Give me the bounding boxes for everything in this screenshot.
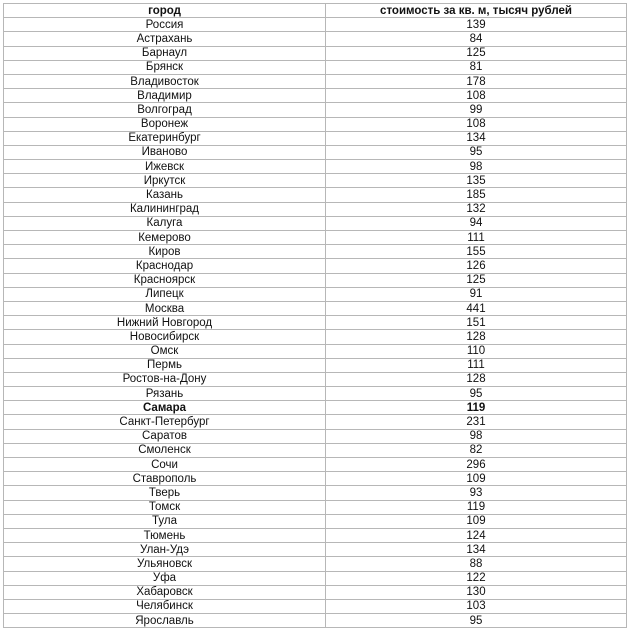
table-row xyxy=(4,415,627,429)
price-cell[interactable]: 155 xyxy=(326,245,627,259)
price-cell[interactable]: 151 xyxy=(326,316,627,330)
table-row xyxy=(4,429,627,443)
city-cell[interactable]: Тюмень xyxy=(4,528,326,542)
table-row xyxy=(4,174,627,188)
city-cell[interactable]: Липецк xyxy=(4,287,326,301)
price-cell[interactable]: 441 xyxy=(326,301,627,315)
city-cell[interactable]: Астрахань xyxy=(4,32,326,46)
table-row xyxy=(4,259,627,273)
price-cell[interactable]: 95 xyxy=(326,387,627,401)
price-cell[interactable]: 108 xyxy=(326,89,627,103)
price-cell[interactable]: 82 xyxy=(326,443,627,457)
price-cell[interactable]: 99 xyxy=(326,103,627,117)
city-cell[interactable]: Уфа xyxy=(4,571,326,585)
city-cell[interactable]: Пермь xyxy=(4,358,326,372)
table-row xyxy=(4,245,627,259)
table-row xyxy=(4,330,627,344)
price-cell[interactable]: 94 xyxy=(326,216,627,230)
city-cell[interactable]: Томск xyxy=(4,500,326,514)
price-cell[interactable]: 128 xyxy=(326,330,627,344)
table-row xyxy=(4,599,627,613)
city-cell[interactable]: Москва xyxy=(4,301,326,315)
table-row xyxy=(4,18,627,32)
table-row xyxy=(4,344,627,358)
price-cell[interactable]: 103 xyxy=(326,599,627,613)
column-header-price[interactable]: стоимость за кв. м, тысяч рублей xyxy=(326,4,627,18)
table-row xyxy=(4,472,627,486)
price-cell[interactable]: 119 xyxy=(326,500,627,514)
city-cell[interactable]: Ставрополь xyxy=(4,472,326,486)
city-cell[interactable]: Санкт-Петербург xyxy=(4,415,326,429)
price-cell[interactable]: 95 xyxy=(326,614,627,628)
city-cell[interactable]: Сочи xyxy=(4,458,326,472)
table-row xyxy=(4,557,627,571)
price-cell[interactable]: 98 xyxy=(326,429,627,443)
city-cell[interactable]: Челябинск xyxy=(4,599,326,613)
price-cell[interactable]: 84 xyxy=(326,32,627,46)
price-cell[interactable]: 122 xyxy=(326,571,627,585)
city-cell[interactable]: Самара xyxy=(4,401,326,415)
table-row xyxy=(4,60,627,74)
city-cell[interactable]: Владимир xyxy=(4,89,326,103)
city-cell[interactable]: Ижевск xyxy=(4,160,326,174)
price-cell[interactable]: 108 xyxy=(326,117,627,131)
table-row xyxy=(4,443,627,457)
table-row xyxy=(4,131,627,145)
city-cell[interactable]: Ульяновск xyxy=(4,557,326,571)
price-cell[interactable]: 132 xyxy=(326,202,627,216)
price-cell[interactable]: 124 xyxy=(326,528,627,542)
city-cell[interactable]: Нижний Новгород xyxy=(4,316,326,330)
table-row xyxy=(4,160,627,174)
table-row xyxy=(4,188,627,202)
price-cell[interactable]: 130 xyxy=(326,585,627,599)
price-cell[interactable]: 178 xyxy=(326,74,627,88)
header-row xyxy=(4,4,627,18)
city-cell[interactable]: Красноярск xyxy=(4,273,326,287)
city-cell[interactable]: Саратов xyxy=(4,429,326,443)
table-row xyxy=(4,287,627,301)
table-row xyxy=(4,571,627,585)
table-row xyxy=(4,614,627,628)
city-cell[interactable]: Казань xyxy=(4,188,326,202)
price-cell[interactable]: 125 xyxy=(326,273,627,287)
city-cell[interactable]: Краснодар xyxy=(4,259,326,273)
city-cell[interactable]: Брянск xyxy=(4,60,326,74)
price-cell[interactable]: 135 xyxy=(326,174,627,188)
table-row xyxy=(4,486,627,500)
table-row xyxy=(4,103,627,117)
price-cell[interactable]: 110 xyxy=(326,344,627,358)
table-row xyxy=(4,387,627,401)
table-row xyxy=(4,202,627,216)
city-cell[interactable]: Омск xyxy=(4,344,326,358)
price-cell[interactable]: 88 xyxy=(326,557,627,571)
city-cell[interactable]: Тверь xyxy=(4,486,326,500)
city-cell[interactable]: Улан-Удэ xyxy=(4,543,326,557)
city-cell[interactable]: Хабаровск xyxy=(4,585,326,599)
city-cell[interactable]: Воронеж xyxy=(4,117,326,131)
city-cell[interactable]: Иваново xyxy=(4,145,326,159)
price-cell[interactable]: 296 xyxy=(326,458,627,472)
price-cell[interactable]: 134 xyxy=(326,543,627,557)
table-row xyxy=(4,528,627,542)
price-cell[interactable]: 109 xyxy=(326,472,627,486)
city-cell[interactable]: Волгоград xyxy=(4,103,326,117)
table-row xyxy=(4,458,627,472)
table-row xyxy=(4,500,627,514)
table-row xyxy=(4,74,627,88)
table-row xyxy=(4,231,627,245)
spreadsheet xyxy=(3,3,627,628)
table-row xyxy=(4,216,627,230)
price-cell[interactable]: 98 xyxy=(326,160,627,174)
table-row xyxy=(4,46,627,60)
price-cell[interactable]: 134 xyxy=(326,131,627,145)
city-cell[interactable]: Калининград xyxy=(4,202,326,216)
table-row xyxy=(4,273,627,287)
city-cell[interactable]: Ярославль xyxy=(4,614,326,628)
price-cell[interactable]: 93 xyxy=(326,486,627,500)
table-body xyxy=(4,18,627,628)
table-row xyxy=(4,358,627,372)
price-table xyxy=(3,3,627,628)
table-row xyxy=(4,372,627,386)
price-cell[interactable]: 128 xyxy=(326,372,627,386)
price-cell[interactable]: 95 xyxy=(326,145,627,159)
city-cell[interactable]: Владивосток xyxy=(4,74,326,88)
price-cell[interactable]: 185 xyxy=(326,188,627,202)
city-cell[interactable]: Смоленск xyxy=(4,443,326,457)
table-row xyxy=(4,585,627,599)
price-cell[interactable]: 139 xyxy=(326,18,627,32)
city-cell[interactable]: Кемерово xyxy=(4,231,326,245)
city-cell[interactable]: Рязань xyxy=(4,387,326,401)
city-cell[interactable]: Екатеринбург xyxy=(4,131,326,145)
city-cell[interactable]: Киров xyxy=(4,245,326,259)
price-cell[interactable]: 119 xyxy=(326,401,627,415)
price-cell[interactable]: 126 xyxy=(326,259,627,273)
city-cell[interactable]: Иркутск xyxy=(4,174,326,188)
table-row xyxy=(4,301,627,315)
city-cell[interactable]: Барнаул xyxy=(4,46,326,60)
city-cell[interactable]: Тула xyxy=(4,514,326,528)
city-cell[interactable]: Новосибирск xyxy=(4,330,326,344)
city-cell[interactable]: Ростов-на-Дону xyxy=(4,372,326,386)
table-row xyxy=(4,145,627,159)
price-cell[interactable]: 231 xyxy=(326,415,627,429)
table-row xyxy=(4,117,627,131)
table-row xyxy=(4,316,627,330)
table-row xyxy=(4,32,627,46)
table-row xyxy=(4,401,627,415)
price-cell[interactable]: 111 xyxy=(326,358,627,372)
city-cell[interactable]: Калуга xyxy=(4,216,326,230)
table-row xyxy=(4,543,627,557)
price-cell[interactable]: 109 xyxy=(326,514,627,528)
price-cell[interactable]: 111 xyxy=(326,231,627,245)
table-row xyxy=(4,514,627,528)
city-cell[interactable]: Россия xyxy=(4,18,326,32)
price-cell[interactable]: 125 xyxy=(326,46,627,60)
price-cell[interactable]: 81 xyxy=(326,60,627,74)
column-header-city[interactable]: город xyxy=(4,4,326,18)
table-row xyxy=(4,89,627,103)
price-cell[interactable]: 91 xyxy=(326,287,627,301)
